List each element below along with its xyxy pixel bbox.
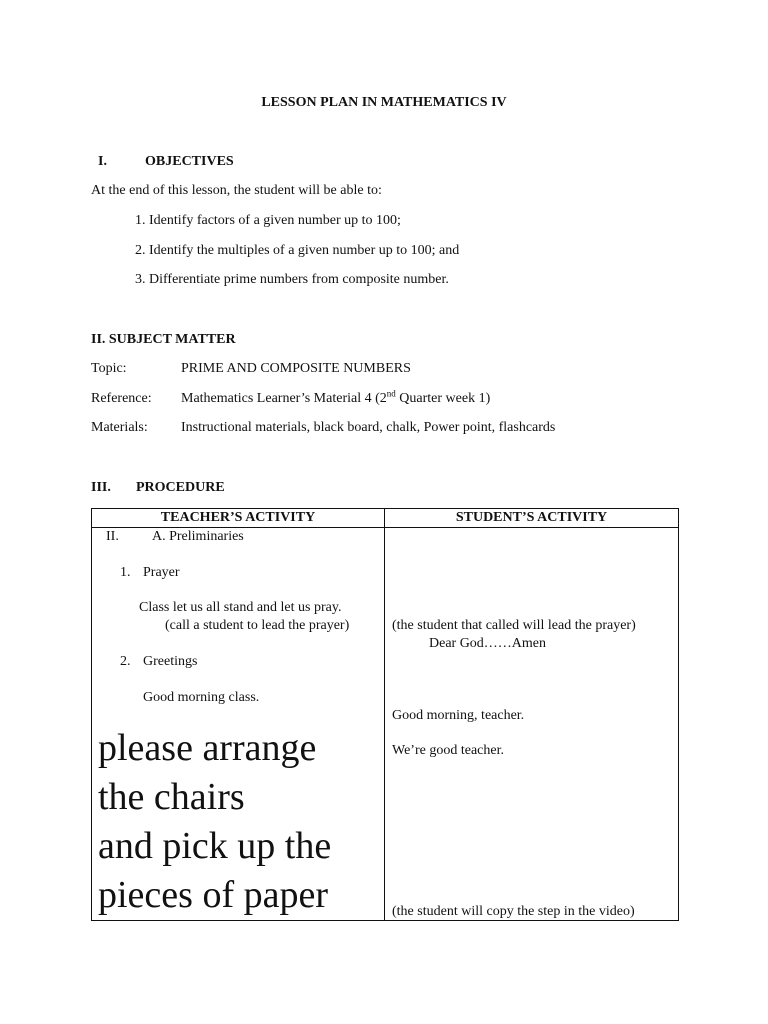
objective-item-1: 1. Identify factors of a given number up to 100;	[135, 213, 401, 228]
student-reply: We’re good teacher.	[392, 743, 504, 758]
procedure-table-row	[92, 528, 679, 921]
reference-label: Reference:	[91, 391, 152, 406]
subject-matter-heading: II. SUBJECT MATTER	[91, 332, 236, 347]
big-instruction-line-2: the chairs	[98, 776, 245, 818]
student-prayer-line-2: Dear God……Amen	[429, 636, 547, 651]
teacher-activity-header: TEACHER’S ACTIVITY	[92, 509, 385, 528]
topic-label: Topic:	[91, 361, 127, 376]
procedure-numeral: III.	[91, 480, 111, 495]
student-greeting: Good morning, teacher.	[392, 708, 525, 723]
procedure-heading: PROCEDURE	[136, 480, 225, 495]
procedure-table	[91, 508, 679, 921]
greetings-number: 2.	[120, 654, 131, 669]
student-activity-cell	[385, 528, 679, 921]
prayer-number: 1.	[120, 565, 131, 580]
big-instruction-line-1: please arrange	[98, 727, 317, 769]
prayer-label: Prayer	[143, 565, 180, 580]
topic-value: PRIME AND COMPOSITE NUMBERS	[181, 361, 411, 376]
page-title: LESSON PLAN IN MATHEMATICS IV	[261, 95, 507, 110]
preliminaries-label: A. Preliminaries	[152, 529, 244, 544]
preliminaries-numeral: II.	[106, 529, 119, 544]
materials-label: Materials:	[91, 420, 148, 435]
materials-value: Instructional materials, black board, chalk, Power point, flashcards	[181, 420, 556, 435]
procedure-table-header	[92, 509, 679, 528]
student-activity-header: STUDENT’S ACTIVITY	[385, 509, 679, 528]
greetings-label: Greetings	[143, 654, 198, 669]
teacher-greeting: Good morning class.	[143, 690, 260, 705]
reference-value: Mathematics Learner’s Material 4 (2nd Quarter week 1)	[181, 388, 491, 406]
big-instruction-line-4: pieces of paper	[98, 874, 328, 916]
student-prayer-line-1: (the student that called will lead the prayer)	[392, 618, 636, 633]
teacher-activity-cell	[92, 528, 385, 921]
teacher-prayer-line-1: Class let us all stand and let us pray.	[139, 600, 342, 615]
objectives-intro: At the end of this lesson, the student will be able to:	[91, 183, 382, 198]
objectives-heading: OBJECTIVES	[145, 154, 234, 169]
objective-item-2: 2. Identify the multiples of a given number up to 100; and	[135, 243, 460, 258]
teacher-prayer-line-2: (call a student to lead the prayer)	[165, 618, 350, 633]
objective-item-3: 3. Differentiate prime numbers from composite number.	[135, 272, 449, 287]
student-copy-step: (the student will copy the step in the video)	[392, 904, 635, 919]
objectives-numeral: I.	[98, 154, 107, 169]
big-instruction-line-3: and pick up the	[98, 825, 332, 867]
